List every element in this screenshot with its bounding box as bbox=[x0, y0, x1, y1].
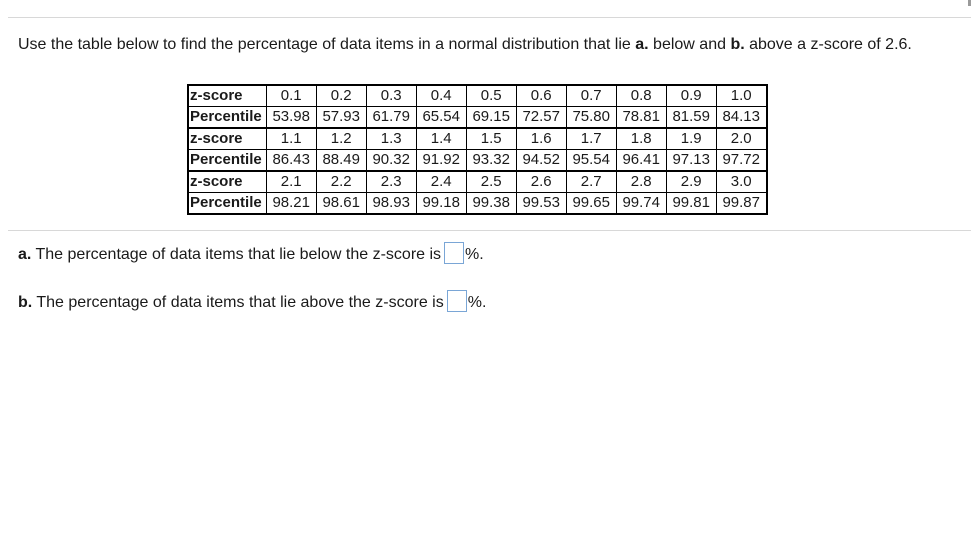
z-score-cell: 2.1 bbox=[266, 171, 316, 193]
section-divider bbox=[8, 230, 971, 231]
answer-b-unit: %. bbox=[467, 294, 487, 311]
answer-a-letter: a. bbox=[18, 246, 32, 263]
question-part-a-letter: a. bbox=[635, 36, 649, 53]
percentile-cell: 69.15 bbox=[466, 107, 516, 129]
percentile-cell: 99.65 bbox=[566, 193, 616, 215]
z-score-cell: 1.9 bbox=[666, 128, 716, 150]
z-score-row-label: z-score bbox=[188, 128, 266, 150]
percentile-cell: 90.32 bbox=[366, 150, 416, 172]
answer-b-row bbox=[18, 292, 486, 314]
percentile-cell: 65.54 bbox=[416, 107, 466, 129]
answer-a-input[interactable] bbox=[444, 242, 464, 264]
percentile-cell: 95.54 bbox=[566, 150, 616, 172]
percentile-cell: 99.74 bbox=[616, 193, 666, 215]
percentile-cell: 86.43 bbox=[266, 150, 316, 172]
percentile-cell: 78.81 bbox=[616, 107, 666, 129]
z-score-cell: 1.7 bbox=[566, 128, 616, 150]
z-score-cell: 0.2 bbox=[316, 85, 366, 107]
z-score-cell: 0.5 bbox=[466, 85, 516, 107]
percentile-cell: 93.32 bbox=[466, 150, 516, 172]
percentile-row bbox=[188, 107, 767, 129]
percentile-row bbox=[188, 150, 767, 172]
percentile-cell: 98.61 bbox=[316, 193, 366, 215]
z-score-row bbox=[188, 85, 767, 107]
percentile-cell: 96.41 bbox=[616, 150, 666, 172]
percentile-row-label: Percentile bbox=[188, 107, 266, 129]
percentile-cell: 94.52 bbox=[516, 150, 566, 172]
z-score-cell: 3.0 bbox=[716, 171, 767, 193]
answer-b-input[interactable] bbox=[447, 290, 467, 312]
answer-a-prompt: The percentage of data items that lie below the z-score is bbox=[31, 246, 442, 263]
z-score-cell: 1.8 bbox=[616, 128, 666, 150]
z-score-cell: 0.7 bbox=[566, 85, 616, 107]
z-score-cell: 0.4 bbox=[416, 85, 466, 107]
z-score-cell: 2.4 bbox=[416, 171, 466, 193]
z-score-cell: 1.3 bbox=[366, 128, 416, 150]
top-divider bbox=[8, 17, 971, 18]
percentile-cell: 81.59 bbox=[666, 107, 716, 129]
z-score-row-label: z-score bbox=[188, 171, 266, 193]
z-score-cell: 0.3 bbox=[366, 85, 416, 107]
z-score-cell: 2.2 bbox=[316, 171, 366, 193]
z-score-cell: 2.8 bbox=[616, 171, 666, 193]
z-score-cell: 1.6 bbox=[516, 128, 566, 150]
percentile-row-label: Percentile bbox=[188, 150, 266, 172]
z-score-cell: 2.3 bbox=[366, 171, 416, 193]
percentile-cell: 98.21 bbox=[266, 193, 316, 215]
z-score-cell: 1.4 bbox=[416, 128, 466, 150]
percentile-cell: 99.81 bbox=[666, 193, 716, 215]
percentile-cell: 72.57 bbox=[516, 107, 566, 129]
question-text bbox=[18, 34, 968, 55]
percentile-cell: 97.72 bbox=[716, 150, 767, 172]
percentile-row bbox=[188, 193, 767, 215]
percentile-cell: 99.38 bbox=[466, 193, 516, 215]
question-part-b-letter: b. bbox=[730, 36, 745, 53]
percentile-cell: 53.98 bbox=[266, 107, 316, 129]
z-score-cell: 1.2 bbox=[316, 128, 366, 150]
z-score-cell: 2.9 bbox=[666, 171, 716, 193]
percentile-cell: 57.93 bbox=[316, 107, 366, 129]
z-score-cell: 1.1 bbox=[266, 128, 316, 150]
answer-a-unit: %. bbox=[465, 246, 484, 263]
z-score-row bbox=[188, 128, 767, 150]
percentile-cell: 88.49 bbox=[316, 150, 366, 172]
z-score-cell: 0.8 bbox=[616, 85, 666, 107]
percentile-cell: 99.53 bbox=[516, 193, 566, 215]
answer-a-row bbox=[18, 244, 484, 266]
z-score-cell: 0.1 bbox=[266, 85, 316, 107]
question-prefix: Use the table below to find the percentage of data items in a normal distribution that lie bbox=[18, 36, 636, 53]
z-score-cell: 2.6 bbox=[516, 171, 566, 193]
answer-b-letter: b. bbox=[18, 294, 33, 311]
z-score-cell: 2.7 bbox=[566, 171, 616, 193]
z-score-row bbox=[188, 171, 767, 193]
z-score-cell: 2.5 bbox=[466, 171, 516, 193]
z-score-table-body bbox=[188, 85, 767, 214]
percentile-cell: 99.18 bbox=[416, 193, 466, 215]
percentile-cell: 75.80 bbox=[566, 107, 616, 129]
percentile-cell: 91.92 bbox=[416, 150, 466, 172]
z-score-cell: 0.6 bbox=[516, 85, 566, 107]
z-score-row-label: z-score bbox=[188, 85, 266, 107]
z-score-cell: 2.0 bbox=[716, 128, 767, 150]
percentile-cell: 61.79 bbox=[366, 107, 416, 129]
question-middle: below and bbox=[648, 36, 731, 53]
answer-b-prompt: The percentage of data items that lie above the z-score is bbox=[32, 294, 444, 311]
question-suffix: above a z-score of 2.6. bbox=[744, 36, 912, 53]
z-score-cell: 1.0 bbox=[716, 85, 767, 107]
percentile-row-label: Percentile bbox=[188, 193, 266, 215]
z-score-cell: 1.5 bbox=[466, 128, 516, 150]
z-score-table bbox=[187, 84, 768, 215]
percentile-cell: 84.13 bbox=[716, 107, 767, 129]
percentile-cell: 97.13 bbox=[666, 150, 716, 172]
z-score-cell: 0.9 bbox=[666, 85, 716, 107]
percentile-cell: 99.87 bbox=[716, 193, 767, 215]
percentile-cell: 98.93 bbox=[366, 193, 416, 215]
